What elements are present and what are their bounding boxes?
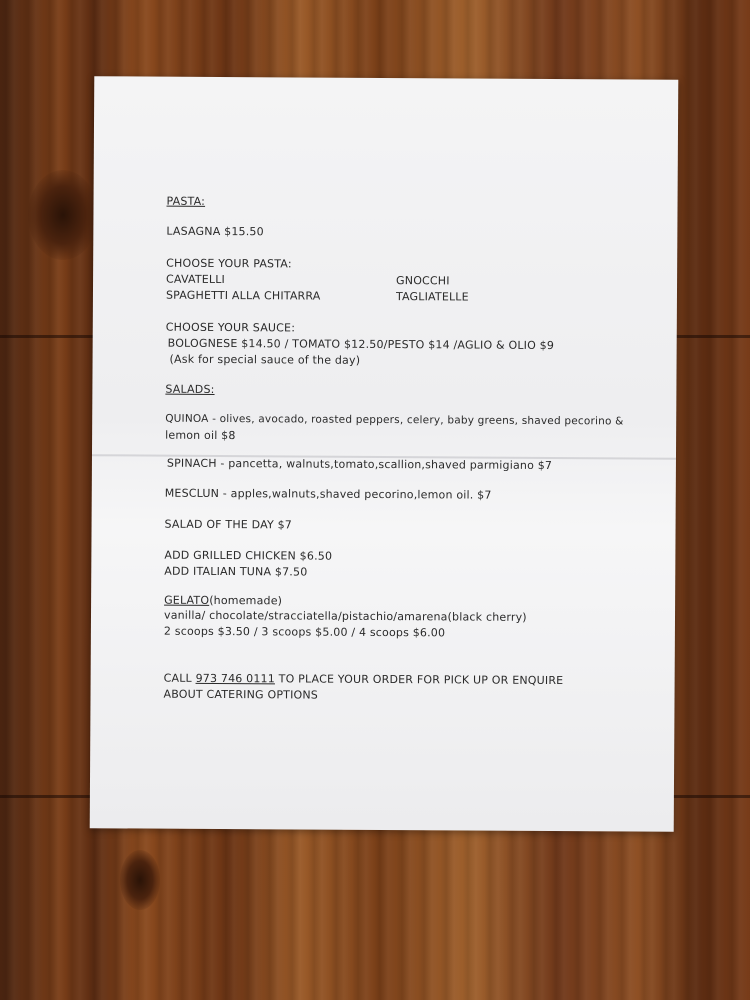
gelato-title: GELATO — [164, 593, 210, 607]
gelato-flavors: vanilla/ chocolate/stracciatella/pistachio/amarena(black cherry) — [163, 608, 527, 624]
call-prefix: CALL — [163, 671, 196, 685]
wood-knot — [120, 850, 160, 910]
spinach-salad: SPINACH - pancetta, walnuts,tomato,scallion,shaved parmigiano $7 — [166, 456, 553, 473]
catering-line: ABOUT CATERING OPTIONS — [163, 687, 319, 702]
salads-heading: SALADS: — [165, 382, 215, 396]
pasta-option: SPAGHETTI ALLA CHITARRA — [165, 288, 321, 303]
gelato-heading — [164, 594, 282, 608]
pasta-option: TAGLIATELLE — [395, 290, 469, 304]
add-tuna: ADD ITALIAN TUNA $7.50 — [164, 564, 308, 579]
phone-number: 973 746 0111 — [195, 671, 276, 686]
call-line — [164, 672, 564, 687]
wood-knot — [28, 170, 98, 260]
lasagna-item: LASAGNA $15.50 — [166, 224, 264, 239]
menu-text — [163, 194, 667, 702]
menu-paper — [90, 76, 679, 832]
sauce-prices: BOLOGNESE $14.50 / TOMATO $12.50/PESTO $14 /AGLIO & OLIO $9 — [167, 336, 555, 353]
call-suffix: TO PLACE YOUR ORDER FOR PICK UP OR ENQUIRE — [274, 672, 564, 688]
quinoa-salad-price: lemon oil $8 — [165, 428, 236, 443]
choose-pasta-label: CHOOSE YOUR PASTA: — [166, 256, 292, 271]
salad-of-the-day: SALAD OF THE DAY $7 — [164, 517, 293, 532]
quinoa-salad: QUINOA - olives, avocado, roasted peppers, celery, baby greens, shaved pecorino & — [165, 412, 624, 428]
pasta-option: CAVATELLI — [166, 272, 226, 287]
add-chicken: ADD GRILLED CHICKEN $6.50 — [164, 548, 333, 563]
pasta-option: GNOCCHI — [396, 274, 450, 288]
mesclun-salad: MESCLUN - apples,walnuts,shaved pecorino,lemon oil. $7 — [164, 486, 492, 502]
gelato-note: (homemade) — [209, 593, 283, 608]
special-sauce-note: (Ask for special sauce of the day) — [169, 352, 361, 367]
pasta-heading: PASTA: — [166, 194, 206, 208]
gelato-prices: 2 scoops $3.50 / 3 scoops $5.00 / 4 scoops $6.00 — [163, 624, 446, 640]
choose-sauce-label: CHOOSE YOUR SAUCE: — [165, 320, 296, 335]
